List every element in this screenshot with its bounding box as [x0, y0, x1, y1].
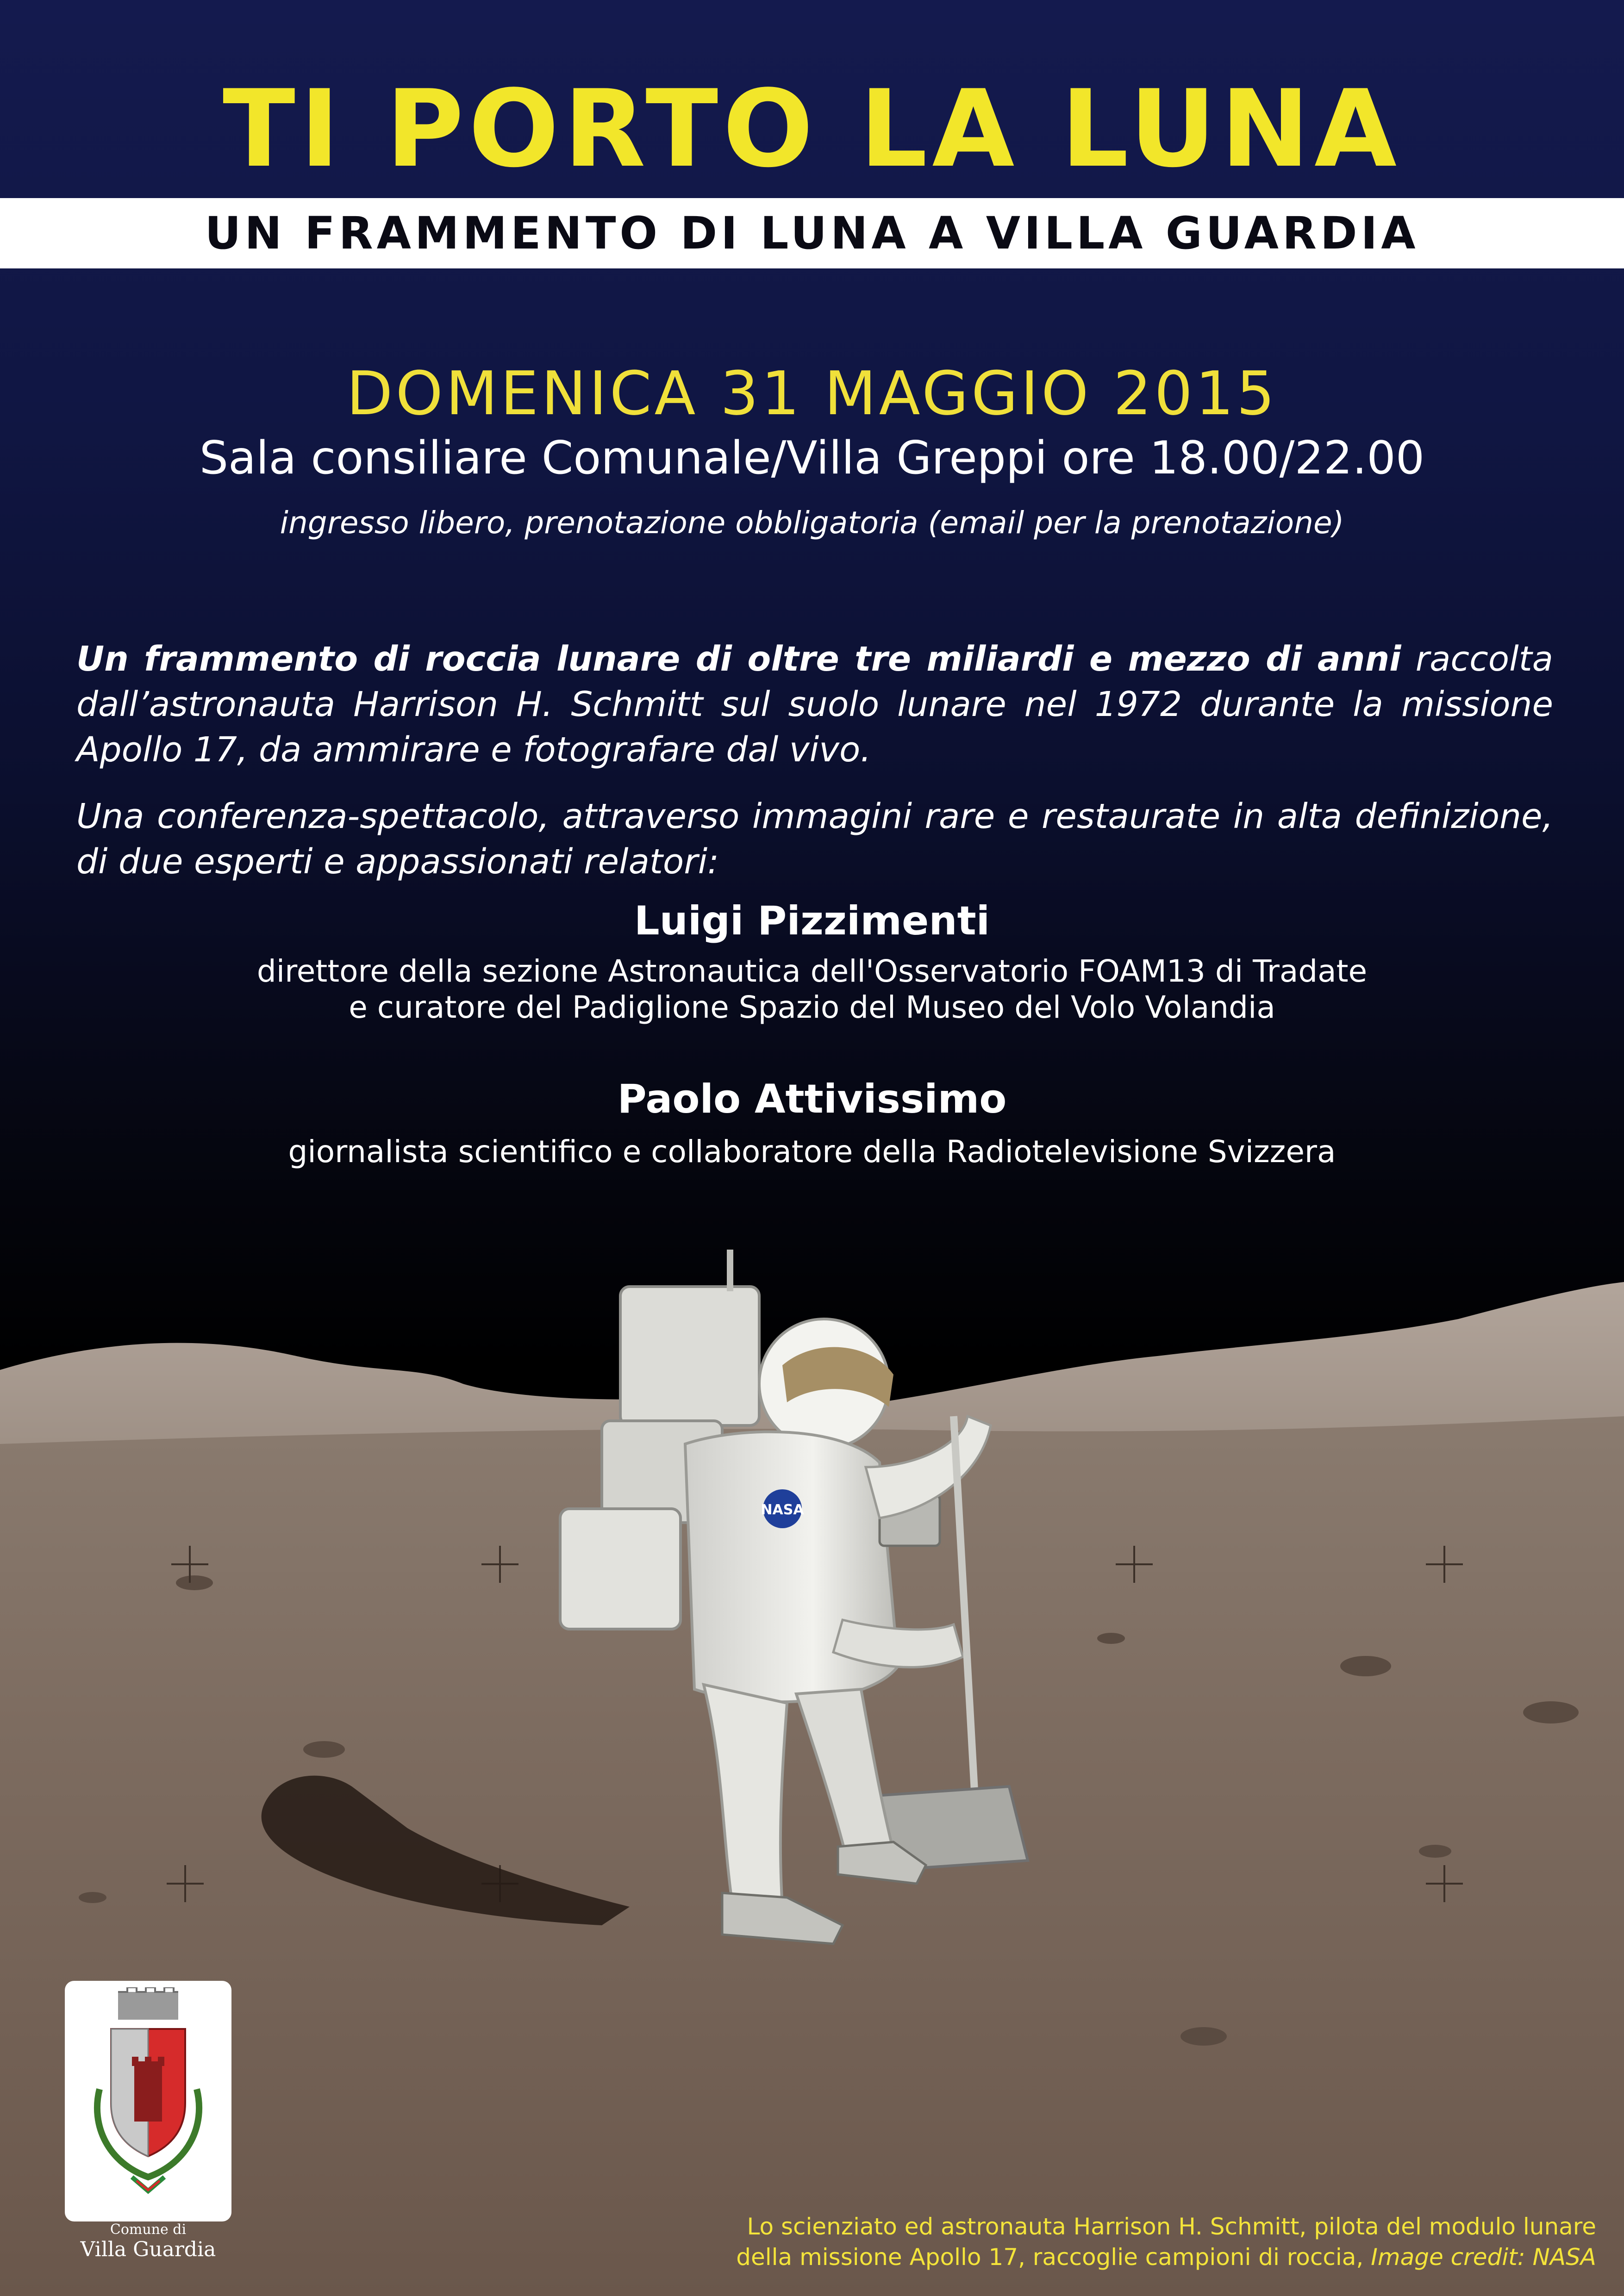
caption-line-2	[601, 2242, 1596, 2272]
image-credit: Image credit: NASA	[1371, 2244, 1596, 2271]
municipal-crest	[65, 1981, 231, 2221]
description-paragraph-2: Una conferenza-spettacolo, attraverso immagini rare e restaurate in alta definizione, di due esperti e appassionati relatori:	[76, 796, 1553, 882]
speaker-role-1a: direttore della sezione Astronautica dell'Osservatorio FOAM13 di Tradate	[256, 953, 1368, 989]
coat-of-arms-icon	[72, 1987, 225, 2200]
speaker-name-2: Paolo Attivissimo	[617, 1076, 1007, 1122]
crest-label	[42, 2221, 255, 2261]
nasa-patch-icon: NASA	[761, 1502, 804, 1518]
description-paragraph-1	[76, 636, 1553, 772]
description-highlight: Un frammento di roccia lunare di oltre tre miliardi e mezzo di anni	[76, 639, 1401, 679]
speaker-name-1: Luigi Pizzimenti	[634, 898, 990, 944]
photo-caption	[601, 2211, 1596, 2272]
speaker-role-1b: e curatore del Padiglione Spazio del Museo del Volo Volandia	[349, 989, 1275, 1025]
poster-title: TI PORTO LA LUNA	[222, 68, 1402, 191]
subtitle-band	[0, 198, 1624, 268]
crest-label-small: Comune di	[110, 2221, 187, 2238]
poster-subtitle: UN FRAMMENTO DI LUNA A VILLA GUARDIA	[205, 207, 1419, 259]
event-date: DOMENICA 31 MAGGIO 2015	[346, 358, 1278, 429]
event-venue: Sala consiliare Comunale/Villa Greppi ore 18.00/22.00	[199, 432, 1425, 485]
booking-note: ingresso libero, prenotazione obbligatoria (email per la prenotazione)	[280, 505, 1344, 541]
speaker-role-2: giornalista scientifico e collaboratore della Radiotelevisione Svizzera	[288, 1134, 1336, 1170]
moon-photo	[0, 1250, 1624, 2296]
caption-line-1: Lo scienziato ed astronauta Harrison H. Schmitt, pilota del modulo lunare	[747, 2213, 1596, 2240]
lunar-landscape	[0, 1250, 1624, 2296]
crest-label-town: Villa Guardia	[80, 2238, 216, 2261]
description-rest: raccolta dall’astronauta Harrison H. Schmitt sul suolo lunare nel 1972 durante la missione Apollo 17, da ammirare e fotografare dal vivo.	[76, 639, 1554, 770]
caption-line-2-main: della missione Apollo 17, raccoglie campioni di roccia,	[736, 2244, 1364, 2271]
